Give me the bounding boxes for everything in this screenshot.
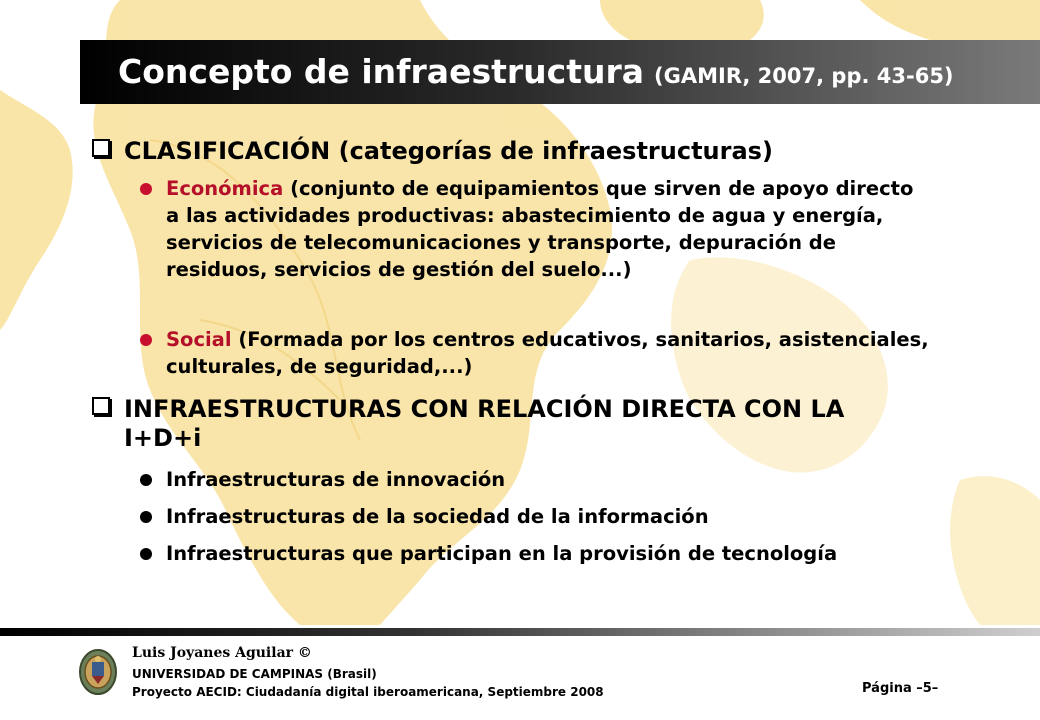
term-description: (Formada por los centros educativos, sanitarios, asistenciales, culturales, de seguridad,...) xyxy=(166,328,929,378)
section-heading-text: CLASIFICACIÓN (categorías de infraestructuras) xyxy=(124,137,773,165)
list-item-social xyxy=(140,326,930,380)
list-item xyxy=(140,503,930,530)
footer-author: Luis Joyanes Aguilar © xyxy=(132,645,312,661)
list-item-economica xyxy=(140,175,930,283)
list-item xyxy=(140,466,930,493)
red-dot-icon xyxy=(140,334,152,346)
black-dot-icon xyxy=(140,511,152,523)
list-item-text: Infraestructuras de innovación xyxy=(166,468,506,491)
term-social: Social xyxy=(166,328,232,351)
term-economica: Económica xyxy=(166,177,284,200)
footer-project: Proyecto AECID: Ciudadanía digital iberoamericana, Septiembre 2008 xyxy=(132,685,604,699)
slide-title xyxy=(118,52,954,91)
footer-divider xyxy=(0,628,1040,636)
title-reference: (GAMIR, 2007, pp. 43-65) xyxy=(654,64,954,88)
red-dot-icon xyxy=(140,183,152,195)
page-number: Página –5– xyxy=(862,681,939,696)
list-item-text: Infraestructuras de la sociedad de la información xyxy=(166,505,709,528)
black-dot-icon xyxy=(140,548,152,560)
checkbox-square-icon xyxy=(92,397,110,415)
list-item xyxy=(140,540,930,567)
footer-university: UNIVERSIDAD DE CAMPINAS (Brasil) xyxy=(132,667,377,681)
title-main: Concepto de infraestructura xyxy=(118,52,645,91)
section-heading-infraestructuras xyxy=(92,395,992,453)
black-dot-icon xyxy=(140,474,152,486)
section-heading-clasificacion xyxy=(92,137,992,166)
term-description: (conjunto de equipamientos que sirven de apoyo directo a las actividades productivas: abastecimiento de agua y energía, servicios de telecomunicaciones y transporte, depuración de residuos, servicios de gestión del suelo...) xyxy=(166,177,914,281)
list-item-text: Infraestructuras que participan en la provisión de tecnología xyxy=(166,542,838,565)
list-item-body xyxy=(166,175,930,283)
list-item-body xyxy=(166,326,930,380)
section-heading-text: INFRAESTRUCTURAS CON RELACIÓN DIRECTA CON LA I+D+i xyxy=(124,395,845,452)
university-seal-icon xyxy=(78,648,118,696)
checkbox-square-icon xyxy=(92,139,110,157)
